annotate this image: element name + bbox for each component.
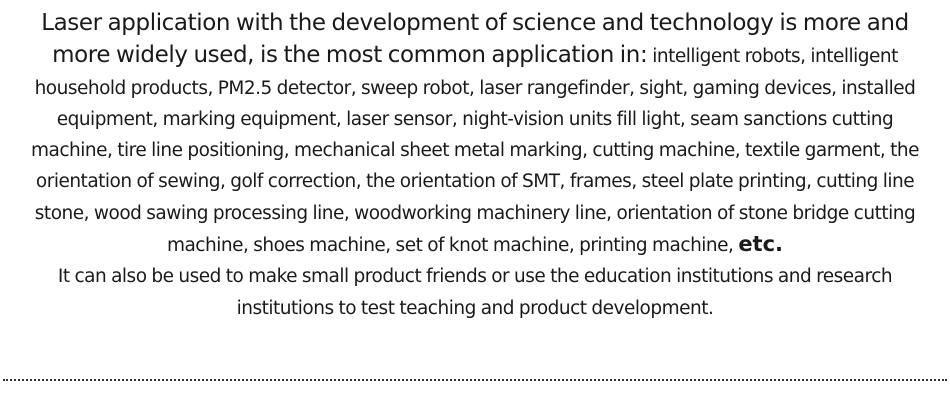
additional-uses-paragraph: It can also be used to make small product friends or use the education institutions and research institutions to test teaching and product development.	[57, 266, 893, 319]
description-block	[20, 8, 930, 324]
applications-paragraph	[20, 8, 930, 261]
applications-headline: Laser application with the development of science and technology is more and more widely used, is the most common application in:	[41, 10, 909, 69]
applications-list: intelligent robots, intelligent household products, PM2.5 detector, sweep robot, laser rangefinder, sight, gaming devices, installed equipment, marking equipment, laser sensor, night-vision units fill light, seam sanctions cutting machine, tire line positioning, mechanical sheet metal marking, cutting machine, textile garment, the orientation of sewing, golf correction, the orientation of SMT, frames, steel plate printing, cutting line stone, wood sawing processing line, woodworking machinery line, orientation of stone bridge cutting machine, shoes machine, set of knot machine, printing machine,	[31, 46, 919, 257]
dotted-divider	[3, 379, 947, 381]
etc-label: etc.	[738, 232, 784, 257]
